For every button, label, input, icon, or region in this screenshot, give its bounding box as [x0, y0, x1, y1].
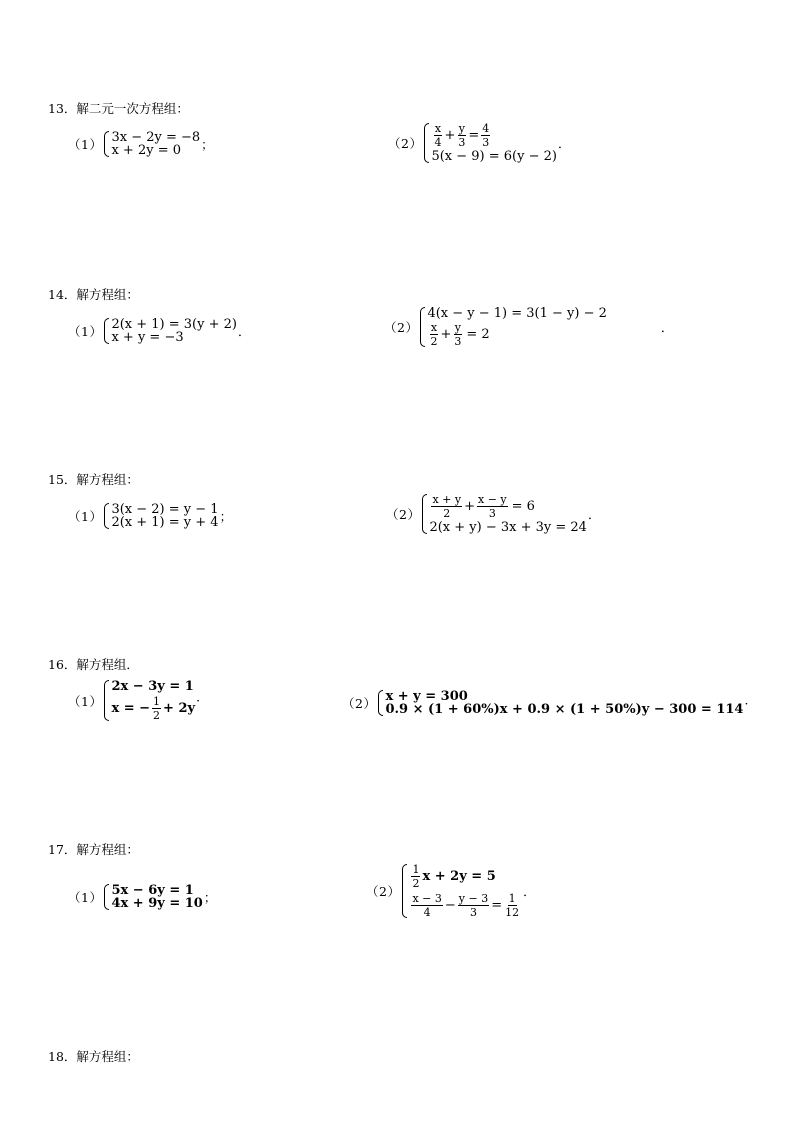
fraction: $\frac{y}{3}$	[454, 321, 462, 348]
equation-2: $\frac{x - 3}{4}$ − $\frac{y - 3}{3}$ = $\frac{1}{12}$	[412, 892, 520, 919]
equation-system	[104, 680, 195, 721]
punctuation: ·	[196, 693, 201, 708]
punctuation: ．	[587, 507, 601, 522]
fraction: $\frac{x - 3}{4}$	[412, 892, 442, 919]
equation-1: 3(x − 2) = y − 1	[111, 502, 219, 517]
punctuation: ．	[523, 884, 536, 899]
equation-2: x + y = −3	[111, 330, 184, 345]
equation-2: $\frac{x}{2}$ + $\frac{y}{3}$ = 2	[430, 321, 490, 348]
q15-part1	[68, 503, 232, 529]
brace	[420, 307, 425, 347]
part-label: （2）	[342, 696, 377, 711]
equation-system	[402, 864, 522, 918]
q14-part2	[384, 307, 673, 347]
equation-system	[104, 318, 237, 344]
brace	[424, 123, 429, 163]
brace	[104, 131, 109, 157]
brace	[104, 318, 109, 344]
part-label: （1）	[68, 693, 103, 709]
q13-part2	[388, 123, 571, 163]
part-label: （2）	[384, 320, 419, 335]
part-label: （1）	[68, 509, 103, 524]
fraction: $\frac{x - y}{3}$	[478, 493, 507, 520]
equation-2: x + 2y = 0	[111, 143, 181, 158]
question-14-title: 14．解方程组：	[48, 287, 139, 302]
q17-part2	[366, 864, 536, 918]
equation-2: 2(x + 1) = y + 4	[111, 515, 219, 530]
question-15-title: 15．解方程组：	[48, 472, 139, 487]
part-label: （2）	[386, 507, 421, 522]
q16-part1	[68, 680, 200, 721]
question-13-title: 13．解二元一次方程组：	[48, 101, 189, 116]
fraction: $\frac{4}{3}$	[482, 122, 490, 149]
q14-part1	[68, 318, 251, 344]
question-18-title: 18．解方程组：	[48, 1049, 139, 1064]
q15-part2	[386, 494, 600, 534]
question-17-title: 17．解方程组：	[48, 842, 139, 857]
equation-1: $\frac{x}{4}$ + $\frac{y}{3}$ = $\frac{4}{3}$	[434, 122, 490, 149]
punctuation: ·	[744, 695, 749, 711]
equation-2: 4x + 9y = 10	[111, 896, 203, 911]
equation-1: 2x − 3y = 1	[111, 679, 194, 694]
equation-2: x = − $\frac{1}{2}$ + 2y	[111, 695, 196, 722]
equation-system	[422, 494, 586, 534]
brace	[422, 494, 427, 534]
part-label: （2）	[388, 136, 423, 151]
equation-1: 3x − 2y = −8	[111, 130, 201, 145]
fraction: $\frac{y - 3}{3}$	[458, 892, 489, 919]
fraction: $\frac{1}{12}$	[505, 892, 520, 919]
fraction: $\frac{1}{2}$	[412, 863, 420, 890]
equation-2: 0.9 × (1 + 60%)x + 0.9 × (1 + 50%)y − 300 = 114	[385, 702, 744, 717]
part-label: （2）	[366, 884, 401, 899]
fraction: $\frac{x + y}{2}$	[432, 493, 462, 520]
punctuation: ；	[203, 890, 217, 905]
equation-2: 5(x − 9) = 6(y − 2)	[431, 149, 557, 164]
punctuation: ．	[237, 324, 251, 339]
equation-1: 5x − 6y = 1	[111, 883, 194, 898]
equation-1: $\frac{x + y}{2}$ + $\frac{x - y}{3}$ = 6	[432, 493, 535, 520]
brace	[378, 690, 383, 716]
q16-part2	[342, 690, 748, 716]
equation-1: $\frac{1}{2}$ x + 2y = 5	[412, 863, 496, 890]
punctuation: ；	[201, 137, 214, 152]
fraction: $\frac{x}{2}$	[430, 321, 438, 348]
part-label: （1）	[68, 324, 103, 339]
part-label: （1）	[68, 137, 103, 152]
equation-system	[378, 690, 743, 716]
brace	[104, 680, 109, 721]
brace	[104, 884, 109, 910]
q13-part1	[68, 131, 214, 157]
equation-1: 2(x + 1) = 3(y + 2)	[111, 317, 237, 332]
equation-1: 4(x − y − 1) = 3(1 − y) − 2	[427, 306, 607, 321]
fraction: $\frac{1}{2}$	[153, 695, 161, 722]
equation-system	[104, 503, 218, 529]
equation-system	[104, 131, 200, 157]
q17-part1	[68, 884, 216, 910]
equation-2: 2(x + y) − 3x + 3y = 24	[429, 520, 587, 535]
question-16-title: 16．解方程组．	[48, 657, 139, 672]
brace	[104, 503, 109, 529]
punctuation: ．	[557, 136, 571, 151]
punctuation: ；	[219, 509, 233, 524]
equation-system	[420, 307, 606, 347]
punctuation: ．	[660, 320, 674, 335]
brace	[402, 864, 407, 918]
fraction: $\frac{x}{4}$	[434, 122, 442, 149]
equation-1: x + y = 300	[385, 689, 468, 704]
fraction: $\frac{y}{3}$	[458, 122, 466, 149]
equation-system	[424, 123, 557, 163]
part-label: （1）	[68, 890, 103, 905]
equation-system	[104, 884, 202, 910]
